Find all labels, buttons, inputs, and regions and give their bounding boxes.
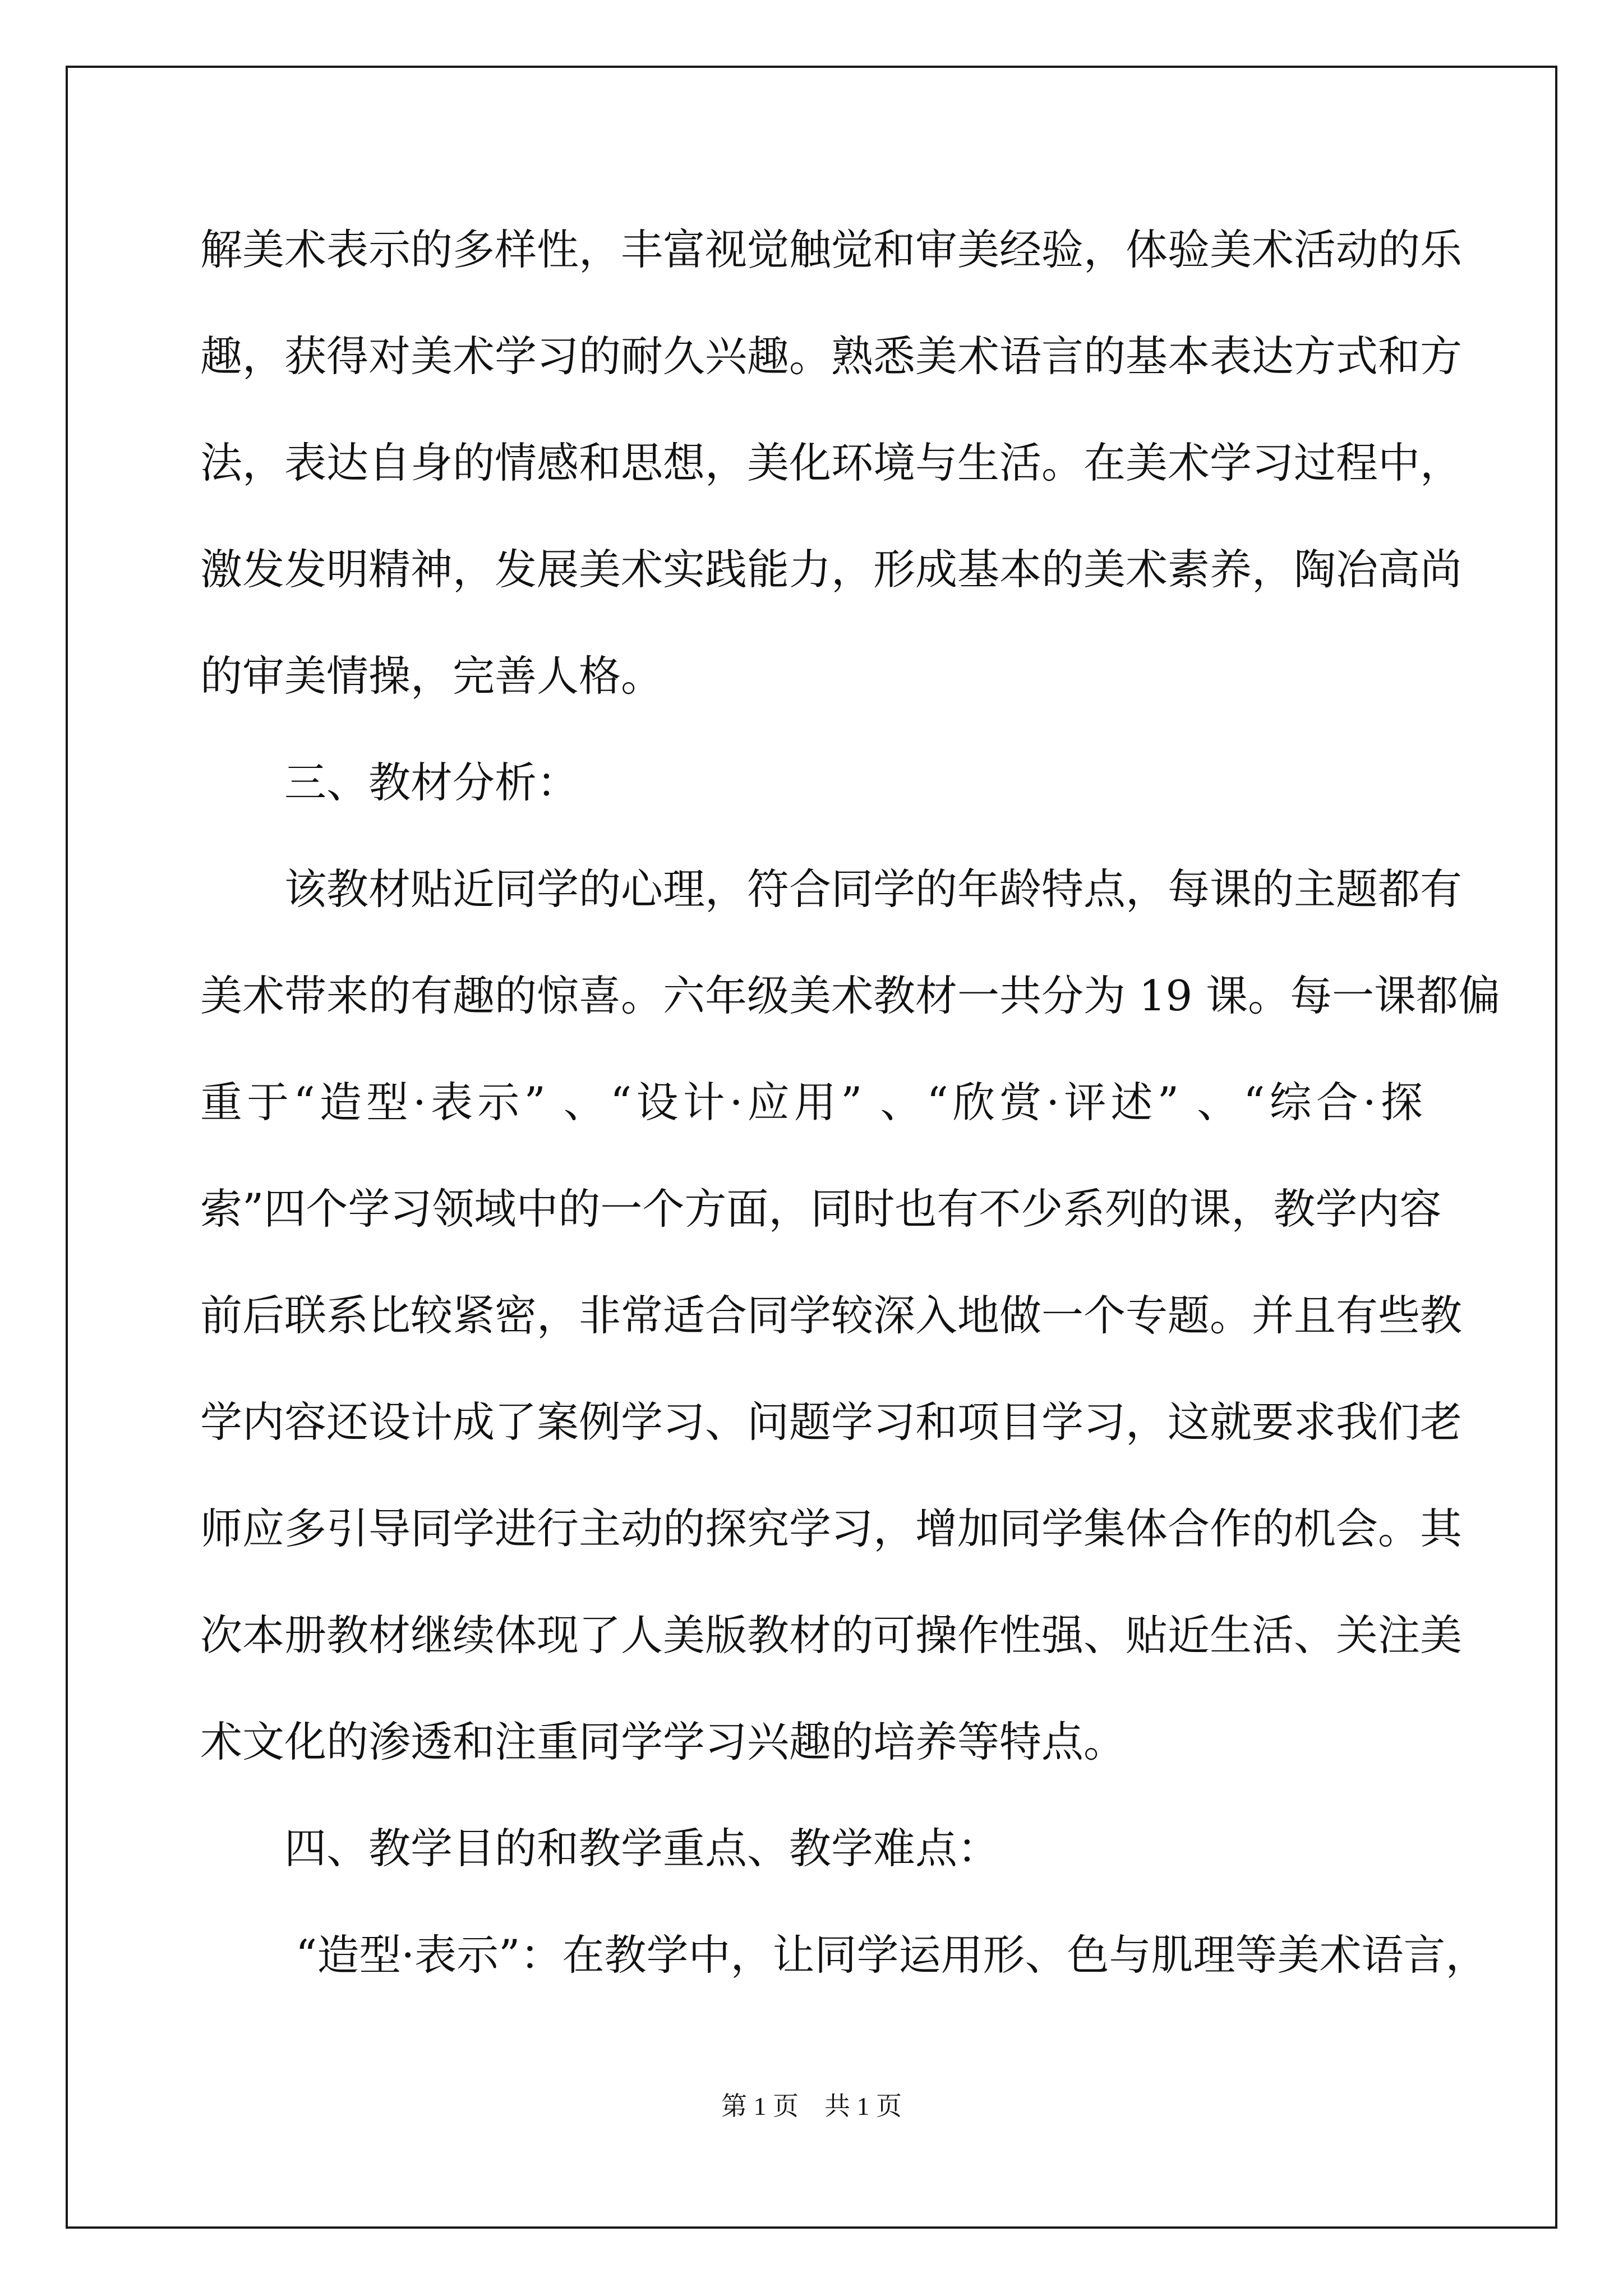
paragraph-line: 趣，获得对美术学习的耐久兴趣。熟悉美术语言的基本表达方式和方 [200, 332, 1463, 381]
paragraph-line: 的审美情操，完善人格。 [200, 651, 663, 701]
page-total: 共 1 页 [824, 2092, 902, 2120]
page-footer [0, 2090, 1623, 2123]
paragraph-line: 激发发明精神，发展美术实践能力，形成基本的美术素养，陶冶高尚 [200, 545, 1463, 594]
section-heading: 三、教材分析： [284, 758, 579, 807]
paragraph-line: 美术带来的有趣的惊喜。六年级美术教材一共分为 19 课。每一课都偏 [200, 971, 1501, 1020]
paragraph-line: 前后联系比较紧密，非常适合同学较深入地做一个专题。并且有些教 [200, 1291, 1463, 1340]
paragraph-line: 索”四个学习领域中的一个方面，同时也有不少系列的课，教学内容 [200, 1184, 1442, 1234]
paragraph-line: 学内容还设计成了案例学习、问题学习和项目学习，这就要求我们老 [200, 1397, 1463, 1447]
paragraph-line: 解美术表示的多样性，丰富视觉触觉和审美经验，体验美术活动的乐 [200, 225, 1463, 274]
paragraph-line: 次本册教材继续体现了人美版教材的可操作性强、贴近生活、关注美 [200, 1611, 1463, 1660]
paragraph-line: 重于“造型·表示” 、“设计·应用” 、“欣赏·评述” 、“综合·探 [200, 1078, 1423, 1127]
paragraph-line: 术文化的渗透和注重同学学习兴趣的培养等特点。 [200, 1717, 1126, 1766]
paragraph-line: 法，表达自身的情感和思想，美化环境与生活。在美术学习过程中， [200, 438, 1463, 487]
section-heading: 四、教学目的和教学重点、教学难点： [284, 1824, 1000, 1873]
paragraph-line: “造型·表示”：在教学中，让同学运用形、色与肌理等美术语言， [296, 1930, 1488, 1980]
page-number: 第 1 页 [721, 2092, 799, 2120]
document-body [200, 216, 1501, 2028]
paragraph-line: 该教材贴近同学的心理，符合同学的年龄特点，每课的主题都有 [284, 864, 1463, 914]
paragraph-line: 师应多引导同学进行主动的探究学习，增加同学集体合作的机会。其 [200, 1504, 1463, 1553]
